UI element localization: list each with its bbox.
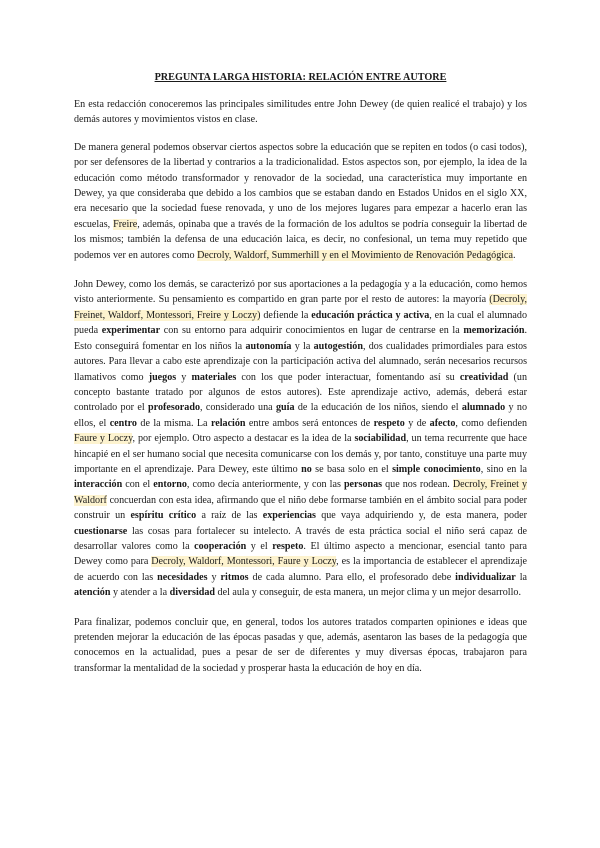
text-run: , en la cual el alumnado pueda: [74, 309, 527, 337]
bold-term: experimentar: [101, 325, 161, 337]
bold-term: relación: [210, 417, 246, 429]
text-run: John Dewey, como los demás, se caracterizó por sus aportaciones a la pedagogía y a la educación, como hemos visto anteriormente. Su pensamiento es compartido en gran parte por el resto de autores: la mayoría: [74, 279, 527, 306]
text-run: , como decía anteriormente, y con las: [186, 479, 344, 491]
bold-term: materiales: [191, 371, 237, 383]
text-run: que vaya adquiriendo y, de esta manera, poder: [315, 510, 527, 522]
bold-term: ritmos: [220, 571, 249, 583]
text-run: se basa solo en el: [311, 463, 393, 475]
bold-term: espíritu crítico: [130, 510, 197, 522]
text-run: y la: [291, 340, 314, 352]
bold-term: juegos: [148, 371, 177, 383]
bold-term: alumnado: [461, 402, 506, 414]
highlight-authors: Decroly, Waldorf, Summerhill y en el Movimiento de Renovación Pedagógica: [197, 249, 514, 261]
bold-term: personas: [343, 479, 383, 491]
text-run: y el: [246, 540, 273, 552]
bold-term: simple conocimiento: [392, 463, 481, 475]
bold-term: atención: [74, 587, 111, 599]
text-run: la: [515, 571, 527, 583]
bold-term: educación práctica y activa: [311, 309, 430, 321]
text-run: , dos cualidades primordiales para estos autores. Para llevar a cabo este aprendizaje con la participación activa del alumnado, serán necesarios recursos llamativos como: [74, 340, 527, 383]
text-run: concuerdan con esta idea, afirmando que el niño debe formarse también en el ámbito social para poder construir un: [74, 494, 527, 522]
text-run: entre ambos será entonces de: [245, 417, 374, 429]
bold-term: creatividad: [459, 371, 509, 383]
dewey-paragraph: [74, 277, 527, 601]
document-title: PREGUNTA LARGA HISTORIA: RELACIÓN ENTRE AUTORE: [154, 72, 447, 83]
intro-paragraph: En esta redacción conoceremos las principales similitudes entre John Dewey (de quien realicé el trabajo) y los demás autores y movimientos vistos en clase.: [74, 99, 527, 126]
text-run: del aula y conseguir, de esta manera, un mejor clima y un mejor desarrollo.: [215, 587, 521, 599]
bold-term: guía: [275, 402, 295, 414]
text-run: . Esto conseguirá fomentar en los niños la: [74, 325, 528, 352]
text-run: las cosas para fortalecer su intelecto. A través de esta práctica social el niño será capaz de desarrollar valores como la: [74, 525, 527, 552]
bold-term: memorización: [463, 325, 525, 337]
general-aspects-paragraph: [74, 140, 527, 263]
text-run: , sino en la: [480, 463, 528, 475]
highlight-authors-3: Decroly, Freinet y Waldorf: [74, 479, 527, 506]
bold-term: profesorado: [148, 402, 200, 414]
bold-term: autonomía: [245, 340, 292, 352]
bold-term: diversidad: [169, 587, 216, 599]
text-run: .: [513, 249, 516, 261]
text-run: , por ejemplo. Otro aspecto a destacar es la idea de la: [132, 433, 355, 445]
text-run: con el: [122, 479, 154, 491]
text-run: de la misma. La: [136, 417, 211, 429]
bold-term: individualizar: [455, 571, 516, 583]
bold-term: sociabilidad: [354, 433, 407, 445]
text-run: de cada alumno. Para ello, el profesorado debe: [248, 571, 456, 583]
bold-term: centro: [109, 417, 137, 429]
conclusion-paragraph: Para finalizar, podemos concluir que, en general, todos los autores tratados comparten opiniones e ideas que pretenden mejorar la educación de las épocas pasadas y que, además, asentaron las bases de la pedagogía que conocemos en la actualidad, pues a pesar de ser de diferentes y muy diversas épocas, trabajaron para transformar la mentalidad de la sociedad y prosperar hasta la educación de hoy en día.: [74, 616, 527, 674]
text-run: . El último aspecto a mencionar, esencial tanto para Dewey como para: [74, 540, 527, 568]
bold-term: interacción: [74, 479, 123, 491]
text-run: , un tema recurrente que hace hincapié en el ser humano social que necesita comunicarse con los demás y, por tanto, constituye una parte muy importante en el aprendizaje. Para Dewey, este último: [74, 433, 527, 475]
text-run: a raíz de las: [196, 510, 263, 522]
bold-term: cuestionarse: [74, 525, 128, 537]
highlight-authors-1: (Decroly, Freinet, Waldorf, Montessori, Freire y Loczy): [74, 294, 527, 321]
bold-term: respeto: [272, 540, 304, 552]
bold-term: no: [301, 463, 312, 475]
bold-term: afecto: [429, 417, 456, 429]
text-run: (un concepto bastante tratado por algunos de estos autores). Este aprendizaje activo, además, deberá estar controlado por el: [74, 371, 527, 414]
highlight-authors-2: Faure y Loczy: [74, 433, 133, 445]
text-run: y de: [404, 417, 430, 429]
text-run: , considerado una: [200, 402, 276, 414]
text-run: con su entorno para adquirir conocimientos en lugar de centrarse en la: [160, 325, 464, 337]
bold-term: necesidades: [157, 571, 208, 583]
bold-term: experiencias: [262, 510, 316, 522]
text-run: de la educación de los niños, siendo el: [294, 402, 462, 414]
text-run: y: [207, 571, 221, 583]
text-run: con los que poder interactuar, fomentando así su: [236, 371, 460, 383]
text-run: , es la importancia de establecer el aprendizaje de acuerdo con las: [74, 556, 527, 583]
bold-term: entorno: [153, 479, 187, 491]
bold-term: autogestión: [313, 340, 363, 352]
highlight-freire: Freire: [113, 218, 138, 230]
text-run: y: [176, 371, 192, 383]
text-run: , como defienden: [455, 417, 527, 429]
highlight-authors-4: Decroly, Waldorf, Montessori, Faure y Loczy: [151, 556, 337, 568]
text-run: y atender a la: [110, 587, 170, 599]
bold-term: cooperación: [194, 540, 247, 552]
text-run: que nos rodean.: [382, 479, 453, 491]
text-run: , además, opinaba que a través de la formación de los adultos se podría conseguir la libertad de los mismos; también la defensa de una educación laica, es decir, no confesional, un tema muy repetido que podemos ver en autores como: [74, 218, 527, 261]
bold-term: respeto: [373, 417, 405, 429]
text-run: defiende la: [260, 309, 312, 321]
text-run: De manera general podemos observar ciertos aspectos sobre la educación que se repiten en todos (o casi todos), por ser defensores de la libertad y contrarios a la tradicionalidad. Estos aspectos son, por ejemplo, la idea de la educación como método transformador y renovador de la sociedad, una característica muy importante en Dewey, ya que consideraba que debido a los cambios que se estaban dando en Estados Unidos en el siglo XX, era necesario que la sociedad fuese renovada, y uno de los mejores lugares para empezar a hacerlo eran las escuelas,: [74, 141, 527, 230]
text-run: y no ellos, el: [74, 402, 528, 429]
